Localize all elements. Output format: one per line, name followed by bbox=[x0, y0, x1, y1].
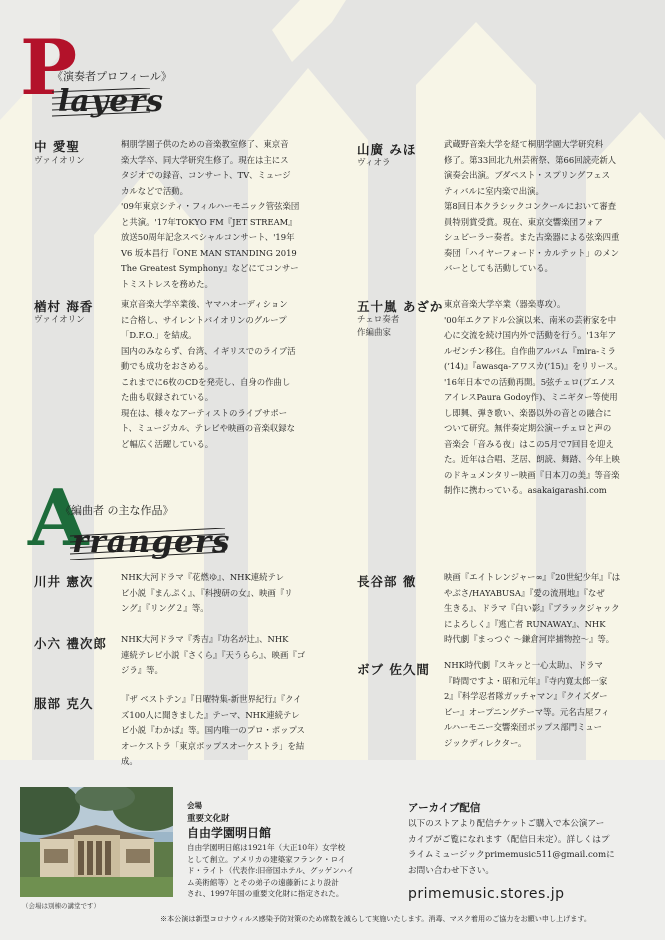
arranger-works: NHK時代劇『スキッと一心太助』、ドラマ 『時間ですよ・昭和元年』『寺内寛太郎一家 2』『科学忍者隊ガッチャマン』『クイズダー ビー』オープニングテーマ等。元名古屋フィ ルハーモニー交響楽団ポップス部門ミュー ジックディレクター。 bbox=[444, 660, 610, 748]
player-bio: 武蔵野音楽大学を経て桐朋学園大学研究科 修了。第33回北九州芸術祭、第66回読売新人 演奏会出演。ブダペスト・スプリングフェス ティバルに室内楽で出演。 第8回日本クラシックコンクールにおいて審査 員特別賞受賞。現在、東京交響楽団フォア シュピーラー奏者。また古楽器による弦楽四重 奏団「ハイヤーフォード・カルテット」のメン バーとしても活動している。 bbox=[444, 139, 620, 273]
player-role: ヴァイオリン bbox=[34, 315, 85, 325]
player-name: 中 愛聖 bbox=[34, 139, 80, 154]
player-name: 楢村 海香 bbox=[34, 299, 94, 314]
venue-building-image bbox=[20, 787, 173, 897]
archive-title: アーカイブ配信 bbox=[408, 802, 481, 814]
venue-photo bbox=[20, 787, 173, 897]
venue-description: 自由学園明日館は1921年（大正10年）女学校 として創立。アメリカの建築家フランク・ロイ ド・ライト（代表作:旧帝国ホテル、グッゲンハイ ム美術館等）とその弟子の遠藤新により設計 され、1997年国の重要文化財に指定された。 bbox=[187, 843, 355, 898]
arrangers-subtitle: 《編曲者 の主な作品》 bbox=[60, 504, 174, 517]
player-name: 五十嵐 あざか bbox=[357, 299, 444, 314]
player-role: チェロ奏者 作編曲家 bbox=[357, 315, 400, 338]
arranger-name: ボブ 佐久間 bbox=[357, 662, 430, 677]
player-bio: 東京音楽大学卒業後、ヤマハオーディション に合格し、サイレントバイオリンのグループ 「D.F.O.」を結成。 国内のみならず、台湾、イギリスでのライブ活 動でも成功をおさめる。 これまでに6枚のCDを発売し、自身の作曲し た曲も収録されている。 現在は、様々なアーティストのライブサポー ト、ミュージカル、テレビや映画の音楽収録な ど幅広く活躍している。 bbox=[121, 299, 296, 449]
arranger-name: 川井 憲次 bbox=[34, 574, 94, 589]
archive-url-link[interactable]: primemusic.stores.jp bbox=[408, 886, 565, 902]
players-title-rest: layers bbox=[58, 84, 165, 119]
arranger-name: 小六 禮次郎 bbox=[34, 636, 107, 651]
arranger-works: 『ザ ベストテン』『日曜特集-新世界紀行』『クイ ズ100人に聞きました』テーマ、NHK連続テレ ビ小説『わかば』等。国内唯一のプロ・ポップス オーケストラ「東京ポップスオーケストラ」を結 成。 bbox=[121, 694, 305, 766]
photo-caption: （会場は別棟の講堂です） bbox=[22, 902, 100, 910]
archive-text: 以下のストアより配信チケットご購入で本公演アー カイブがご覧になれます（配信日未定）。詳しくはプ ライムミュージックprimemusic511@gmail.comに お問い合わせ下さい。 bbox=[408, 819, 615, 876]
venue-sub: 重要文化財 bbox=[187, 814, 230, 824]
arranger-works: NHK大河ドラマ『秀吉』『功名が辻』、NHK 連続テレビ小説『さくら』『天うらら』、映画『ゴ ジラ』等。 bbox=[121, 634, 306, 675]
players-subtitle: 《演奏者プロフィール》 bbox=[52, 70, 172, 83]
player-bio: 東京音楽大学卒業（器楽専攻）。 '00年エクアドル公演以来、南米の芸術家を中 心に交流を続け国内外で活動を行う。'13年ア ルゼンチン移住。自作曲アルバム『mira-ミラ (’14)』『awasqa-アワスカ(’15)』をリリース。 '16年日本での活動再開。5弦チェロ(ブエノス アイレスPaura Godoy作)、ミニギター等使用 し即興、弾き歌い、楽器以外の音との融合に ついて研究。無伴奏定期公演ーチェロと声の 音楽会「音みる夜」はこの5月で7回目を迎え た。近年は合唱、芝居、朗読、舞踏、今年上映 のドキュメンタリー映画『日本刀の美』等音楽 制作に携わっている。asakaigarashi.com bbox=[444, 299, 623, 495]
arrangers-title-rest: rrangers bbox=[72, 524, 231, 560]
player-bio: 桐朋学園子供のための音楽教室修了、東京音 楽大学卒、同大学研究生修了。現在は主にス タジオでの録音、コンサート、TV、ミュージ カルなどで活動。 '09年東京シティ・フィルハーモニック管弦楽団 と共演。'17年TOKYO FM『JET STREAM』 放送50周年記念スペシャルコンサート、'19年 V6 坂本昌行『ONE MAN STANDING 2019 The Greatest Symphony』などにてコンサー トミストレスを務めた。 bbox=[121, 139, 300, 289]
venue-name: 自由学園明日館 bbox=[187, 826, 272, 840]
player-name: 山廣 みほ bbox=[357, 142, 417, 157]
arranger-name: 服部 克久 bbox=[34, 696, 94, 711]
venue-label: 会場 bbox=[187, 801, 202, 810]
players-initial: P bbox=[20, 23, 78, 112]
covid-notice: ※本公演は新型コロナウィルス感染予防対策のため席数を減らして実施いたします。消毒、マスク着用のご協力をお願い申し上げます。 bbox=[160, 914, 591, 923]
arranger-name: 長谷部 徹 bbox=[357, 574, 417, 589]
player-role: ヴァイオリン bbox=[34, 156, 85, 166]
arrangers-initial: A bbox=[28, 473, 89, 564]
arranger-works: 映画『エイトレンジャー∞』『20世紀少年』『は やぶさ/HAYABUSA』『愛の流刑地』『なぜ 生きる』、ドラマ『白い影』『ブラックジャック によろしく』『逃亡者 RUNAWAY』、NHK 時代劇『まっつぐ ～鎌倉河岸捕物控～』等。 bbox=[444, 572, 621, 644]
arranger-works: NHK大河ドラマ『花燃ゆ』、NHK連続テレ ビ小説『まんぷく』、『科捜研の女』、映画『リ ング』『リング２』等。 bbox=[121, 572, 293, 613]
player-role: ヴィオラ bbox=[357, 158, 391, 168]
